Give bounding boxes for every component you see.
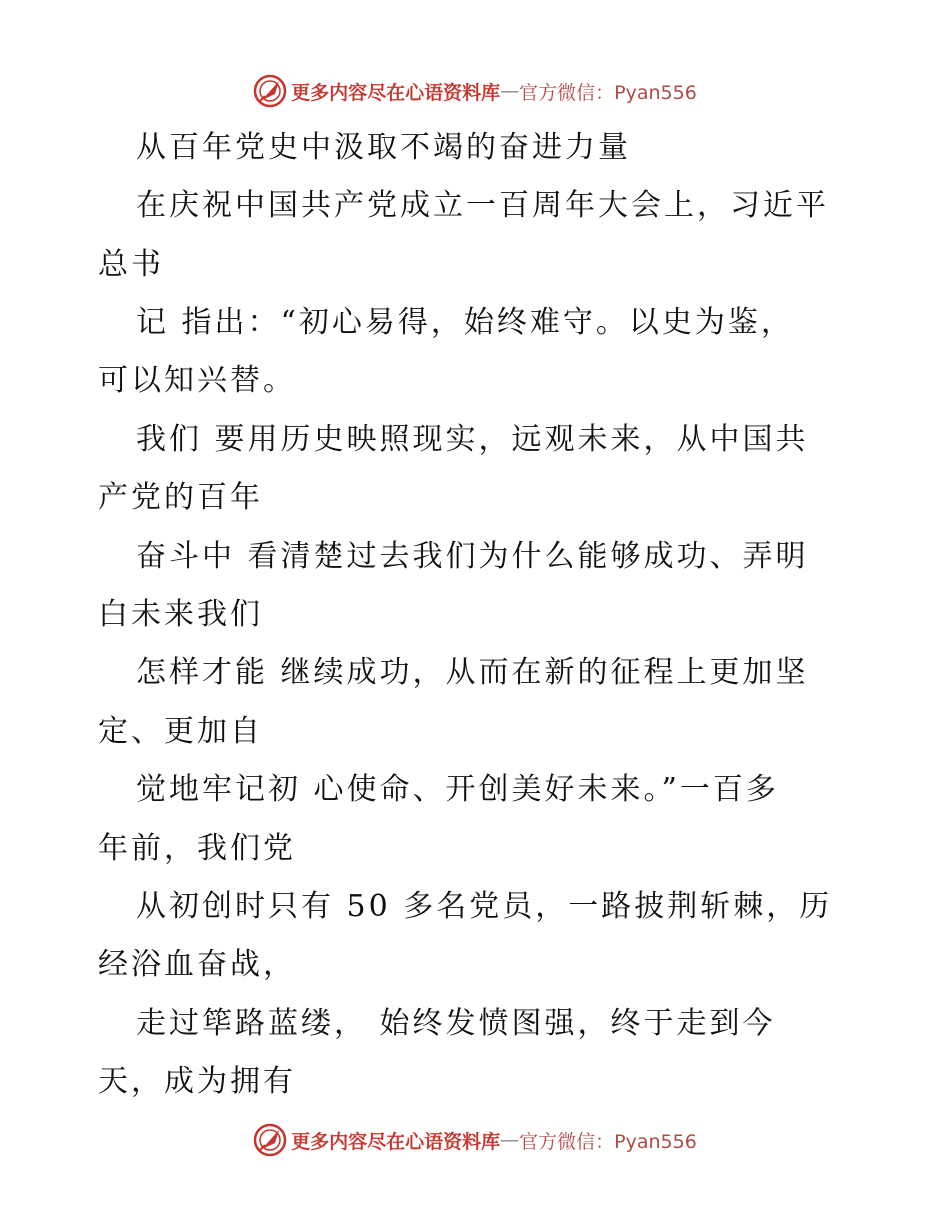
banner-dash: — [500,80,520,102]
quill-logo-icon [253,1123,287,1157]
document-line: 经浴血奋战， [98,947,296,982]
banner-dash: — [500,1129,520,1151]
document-line: 在庆祝中国共产党成立一百周年大会上，习近平 [136,188,829,223]
banner-official-text: 官方微信：Pyan556 [519,1130,697,1153]
document-line: 定、更加自 [98,714,263,749]
document-line: 年前，我们党 [98,831,296,866]
document-line: 可以知兴替。 [98,363,296,398]
document-line: 怎样才能 继续成功，从而在新的征程上更加坚 [136,655,809,690]
document-line: 产党的百年 [98,480,263,515]
document-line: 天，成为拥有 [98,1064,296,1099]
document-line: 从百年党史中汲取不竭的奋进力量 [136,130,631,165]
banner-main-text: 更多内容尽在心语资料库 [291,81,501,104]
document-line: 奋斗中 看清楚过去我们为什么能够成功、弄明 [136,539,809,574]
document-line: 记 指出：“初心易得，始终难守。以史为鉴， [136,305,794,340]
banner-official-text: 官方微信：Pyan556 [519,81,697,104]
footer-watermark-banner [0,1120,950,1160]
document-line: 总书 [98,247,164,282]
banner-main-text: 更多内容尽在心语资料库 [291,1130,501,1153]
document-line: 觉地牢记初 心使命、开创美好未来。”一百多 [136,772,779,807]
document-line: 从初创时只有 50 多名党员，一路披荆斩棘，历 [136,889,833,924]
document-line: 白未来我们 [98,597,263,632]
document-line: 我们 要用历史映照现实，远观未来，从中国共 [136,422,809,457]
document-line: 走过筚路蓝缕， 始终发愤图强，终于走到今 [136,1006,776,1041]
